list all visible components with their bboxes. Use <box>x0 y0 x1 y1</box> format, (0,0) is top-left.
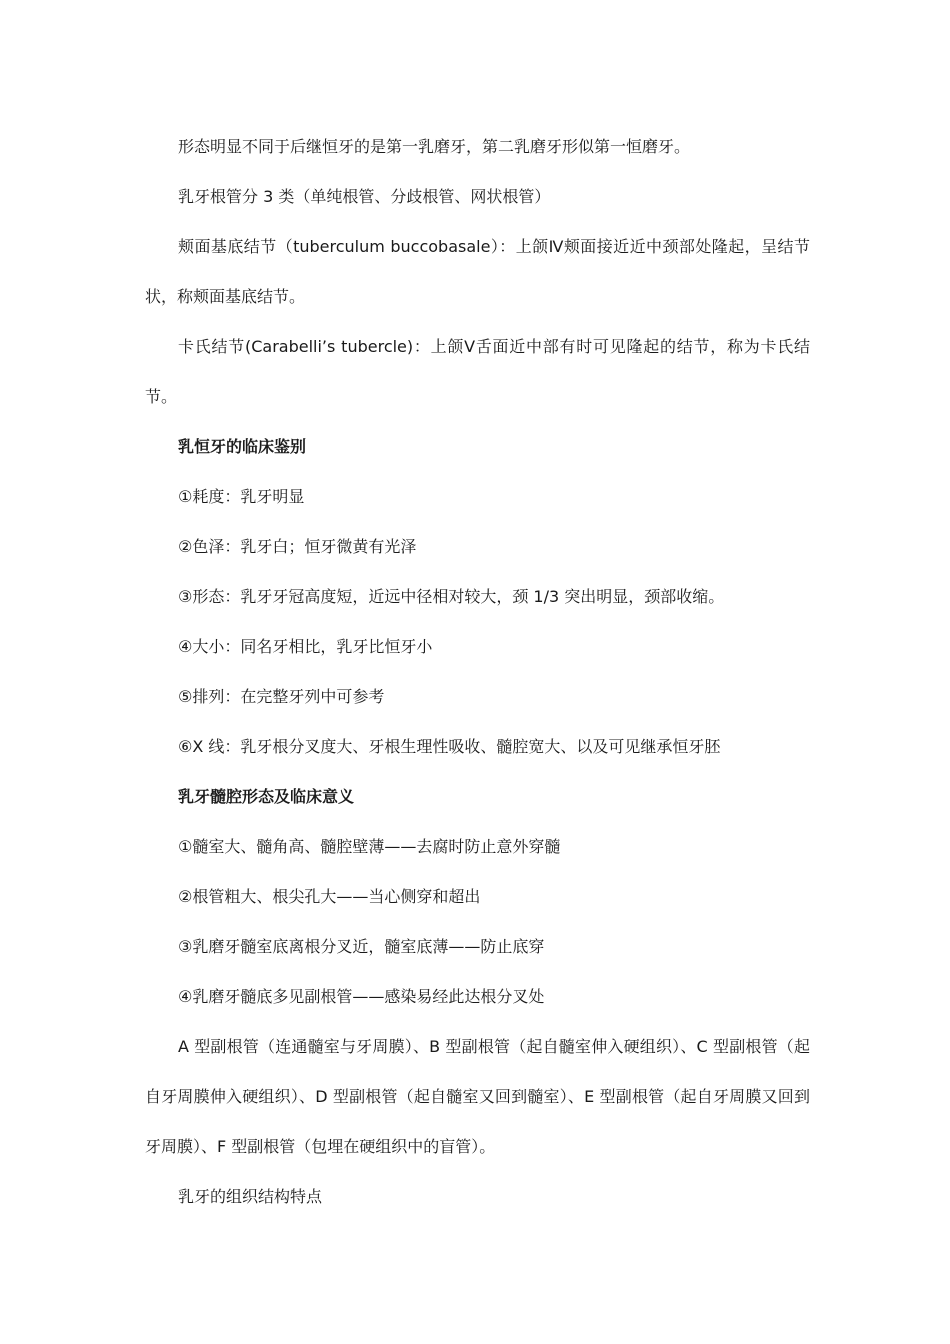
paragraph-1: 形态明显不同于后继恒牙的是第一乳磨牙，第二乳磨牙形似第一恒磨牙。 <box>178 137 691 156</box>
section-heading-clinical-identification: 乳恒牙的临床鉴别 <box>178 437 307 456</box>
list-item-arrangement: ⑤排列：在完整牙列中可参考 <box>178 687 385 706</box>
list-item-xray: ⑥X 线：乳牙根分叉度大、牙根生理性吸收、髓腔宽大、以及可见继承恒牙胚 <box>178 737 721 756</box>
paragraph-accessory-canal-types: A 型副根管（连通髓室与牙周膜）、B 型副根管（起自髓室伸入硬组织）、C 型副根管（起自牙周膜伸入硬组织）、D 型副根管（起自髓室又回到髓室）、E 型副根管（起自牙周膜又回到牙周膜）、F 型副根管（包埋在硬组织中的盲管）。 <box>145 1037 810 1156</box>
list-item-accessory-canal: ④乳磨牙髓底多见副根管——感染易经此达根分叉处 <box>178 987 545 1006</box>
list-item-root-canal: ②根管粗大、根尖孔大——当心侧穿和超出 <box>178 887 481 906</box>
paragraph-3: 颊面基底结节（tuberculum buccobasale）：上颌Ⅳ颊面接近近中颈部处隆起，呈结节状，称颊面基底结节。 <box>145 237 810 306</box>
list-item-shape: ③形态：乳牙牙冠高度短，近远中径相对较大，颈 1/3 突出明显，颈部收缩。 <box>178 587 725 606</box>
paragraph-4: 卡氏结节(Carabelli’s tubercle)：上颌Ⅴ舌面近中部有时可见隆起的结节，称为卡氏结节。 <box>145 337 810 406</box>
list-item-size: ④大小：同名牙相比，乳牙比恒牙小 <box>178 637 433 656</box>
list-item-pulp-chamber: ①髓室大、髓角高、髓腔壁薄——去腐时防止意外穿髓 <box>178 837 561 856</box>
document-body <box>145 122 810 1222</box>
list-item-chamber-floor: ③乳磨牙髓室底离根分叉近，髓室底薄——防止底穿 <box>178 937 545 956</box>
list-item-color: ②色泽：乳牙白；恒牙微黄有光泽 <box>178 537 417 556</box>
section-heading-pulp-cavity: 乳牙髓腔形态及临床意义 <box>178 787 355 806</box>
list-item-wear: ①耗度：乳牙明显 <box>178 487 305 506</box>
paragraph-2: 乳牙根管分 3 类（单纯根管、分歧根管、网状根管） <box>178 187 551 206</box>
paragraph-tissue-structure: 乳牙的组织结构特点 <box>178 1187 323 1206</box>
